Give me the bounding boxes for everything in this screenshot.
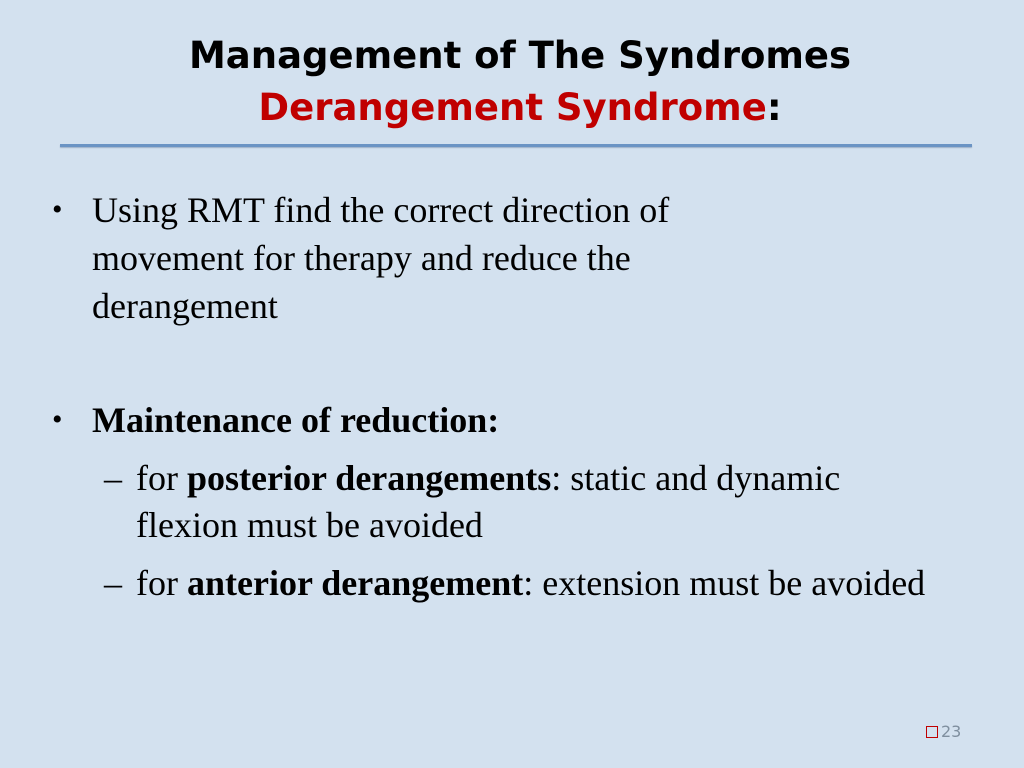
title-colon: : — [766, 86, 782, 129]
sub-bullet-prefix: for — [136, 458, 187, 498]
title-line-1: Management of The Syndromes — [188, 34, 852, 77]
sub-bullet-marker: – — [104, 458, 122, 498]
slide-number-text: 23 — [941, 722, 962, 741]
sub-bullet-item-1 — [104, 455, 964, 555]
sub-bullet-bold: anterior derangement — [186, 563, 524, 603]
sub-bullet-text — [136, 560, 946, 607]
sub-bullet-suffix: : static and dynamic flexion must be avoided — [136, 458, 841, 545]
sub-bullet-bold: posterior derangements — [186, 458, 552, 498]
sub-bullet-suffix: : extension must be avoided — [523, 563, 926, 603]
bullet-marker: • — [52, 403, 63, 436]
title-subtitle-red: Derangement Syndrome — [258, 86, 767, 129]
title-divider — [60, 144, 972, 147]
bullet-text: Maintenance of reduction: — [92, 400, 500, 440]
bullet-item-2 — [52, 396, 972, 446]
sub-bullet-text — [136, 455, 946, 549]
square-outline-icon — [926, 726, 938, 738]
sub-bullet-item-2 — [104, 560, 964, 660]
bullet-text: Using RMT find the correct direction of movement for therapy and reduce the derangement — [92, 190, 670, 326]
sub-bullet-marker: – — [104, 563, 122, 603]
slide-title — [0, 30, 1024, 134]
bullet-item-1 — [52, 186, 972, 336]
slide-number — [926, 722, 961, 741]
title-line-2 — [0, 82, 1024, 134]
bullet-marker: • — [52, 193, 63, 226]
sub-bullet-prefix: for — [136, 563, 187, 603]
